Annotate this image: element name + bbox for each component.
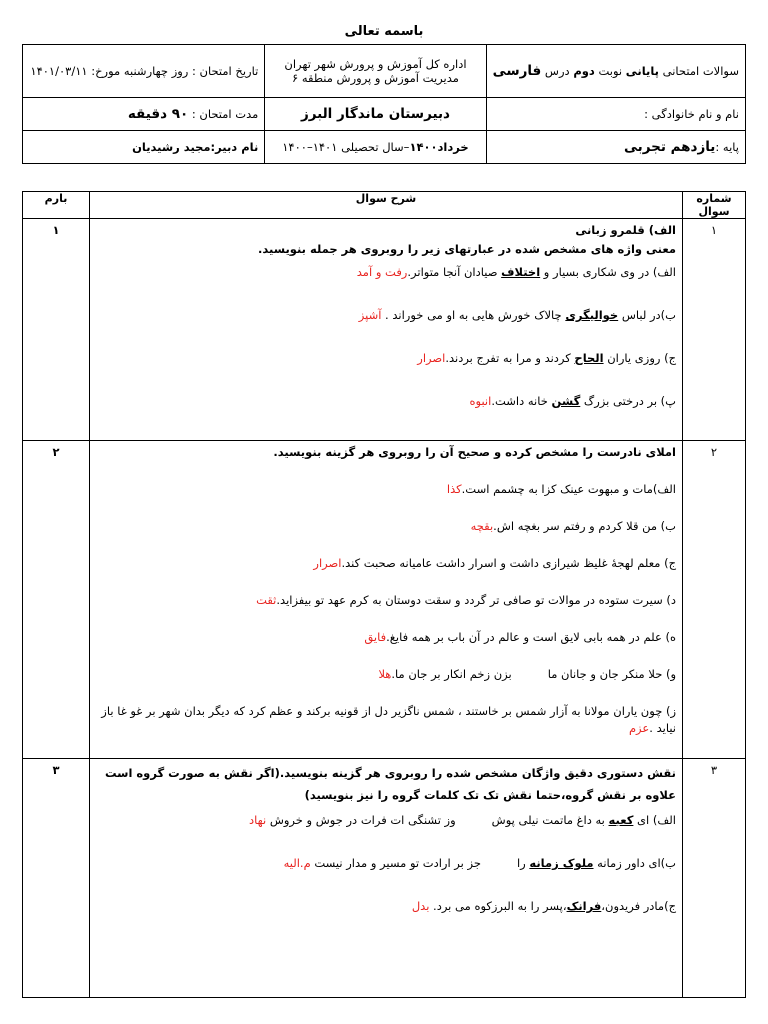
question-score: ۳ <box>23 759 90 998</box>
question-instruction: معنی واژه های مشخص شده در عبارتهای زیر را روبروی هر جمله بنویسید. <box>258 242 676 256</box>
page-heading: باسمه تعالی <box>344 24 424 39</box>
exam-date: تاریخ امتحان : روز چهارشنبه مورخ: ۱۴۰۱/۰۳/۱۱ <box>23 45 265 98</box>
answer-text: فایق <box>364 630 387 644</box>
answer-text: عزم <box>628 721 650 735</box>
question-item: الف)مات و مبهوت عینک کزا به چشمم است.کذا <box>446 482 676 496</box>
question-score: ۲ <box>23 441 90 759</box>
question-number: ۲ <box>683 441 746 759</box>
question-body <box>90 441 683 759</box>
questions-table <box>22 191 746 998</box>
question-item: ب)در لباس خوالیگری چالاک خورش هایی به او می خوراند . آشپز <box>358 308 676 322</box>
exam-header-table <box>22 44 746 164</box>
question-item: ج) روزی یاران الحاح کردند و مرا به تفرج بردند.اصرار <box>417 351 676 365</box>
answer-text: اصرار <box>313 556 342 570</box>
exam-duration: مدت امتحان : ۹۰ دقیقه <box>23 98 265 131</box>
question-instruction: املای نادرست را مشخص کرده و صحیح آن را روبروی هر گزینه بنویسید. <box>273 445 676 459</box>
answer-text: م.الیه <box>283 856 311 870</box>
question-item: ب) من قلا کردم و رفتم سر بغچه اش.بقچه <box>470 519 676 533</box>
question-instruction: نقش دستوری دقیق واژگان مشخص شده را روبروی هر گزینه بنویسید.(اگر نقش به صورت گروه است علاوه بر نقش گروه،حتما نقش تک تک کلمات گروه را نیز بنویسید) <box>104 766 676 802</box>
question-item: الف) در وی شکاری بسیار و اختلاف صیادان آنجا متواتر.رفت و آمد <box>356 265 676 279</box>
column-header-qnum: شماره سوال <box>683 192 746 219</box>
question-item: ه) علم در همه بابی لایق است و عالم در آن باب بر همه فایغ.فایق <box>364 630 676 644</box>
exam-title: سوالات امتحانی پایانی نوبت دوم درس فارسی <box>486 45 745 98</box>
column-header-desc: شرح سوال <box>90 192 683 219</box>
question-item: و) حلا منکر جان و جانان ما بزن زخم انکار بر جان ما.هلا <box>378 667 676 681</box>
answer-text: ثقت <box>256 593 277 607</box>
question-number: ۱ <box>683 219 746 441</box>
question-row <box>23 219 746 441</box>
column-header-score: بارم <box>23 192 90 219</box>
question-item: د) سیرت ستوده در موالات تو صافی تر گردد و سقت دوستان به کرم عهد تو بیفزاید.ثقت <box>256 593 676 607</box>
answer-text: رفت و آمد <box>356 265 408 279</box>
answer-text: آشپز <box>358 308 382 322</box>
answer-text: بدل <box>411 899 430 913</box>
student-name-field: نام و نام خانوادگی : <box>486 98 745 131</box>
answer-text: کذا <box>446 482 462 496</box>
question-title: الف) قلمرو زبانی <box>575 223 676 237</box>
grade-level: پایه :یازدهم تجربی <box>486 131 745 164</box>
teacher-name: نام دبیر:مجید رشیدیان <box>23 131 265 164</box>
question-body <box>90 219 683 441</box>
answer-text: اصرار <box>417 351 446 365</box>
question-item: ز) چون یاران مولانا به آزار شمس بر خاستند ، شمس ناگزیر دل از قونیه برکند و عظم کرد که دیگر بدان شهر بر غو غا باز نیاید .عزم <box>101 704 676 735</box>
question-item: ج) معلم لهجهٔ غلیظ شیرازی داشت و اسرار داشت عامیانه صحبت کند.اصرار <box>313 556 676 570</box>
school-name: دبیرستان ماندگار البرز <box>265 98 486 131</box>
answer-text: هلا <box>378 667 392 681</box>
answer-text: نهاد <box>249 813 267 827</box>
question-item: الف) ای کعبه به داغ ماتمت نیلی پوش وز تشنگی ات فرات در جوش و خروش نهاد <box>249 813 676 827</box>
school-year: خرداد۱۴۰۰–سال تحصیلی ۱۴۰۱–۱۴۰۰ <box>265 131 486 164</box>
question-body <box>90 759 683 998</box>
question-item: پ) بر درختی بزرگ گشن خانه داشت.انبوه <box>469 394 676 408</box>
organization-info: اداره کل آموزش و پرورش شهر تهران مدیریت آموزش و پرورش منطقه ۶ <box>265 45 486 98</box>
question-score: ۱ <box>23 219 90 441</box>
answer-text: انبوه <box>469 394 492 408</box>
answer-text: بقچه <box>470 519 494 533</box>
question-number: ۳ <box>683 759 746 998</box>
question-item: ج)مادر فریدون،فرانک،پسر را به البرزکوه می برد. بدل <box>411 899 676 913</box>
question-item: ب)ای داور زمانه ملوک زمانه را جز بر ارادت تو مسیر و مدار نیست م.الیه <box>283 856 676 870</box>
question-row <box>23 441 746 759</box>
question-row <box>23 759 746 998</box>
